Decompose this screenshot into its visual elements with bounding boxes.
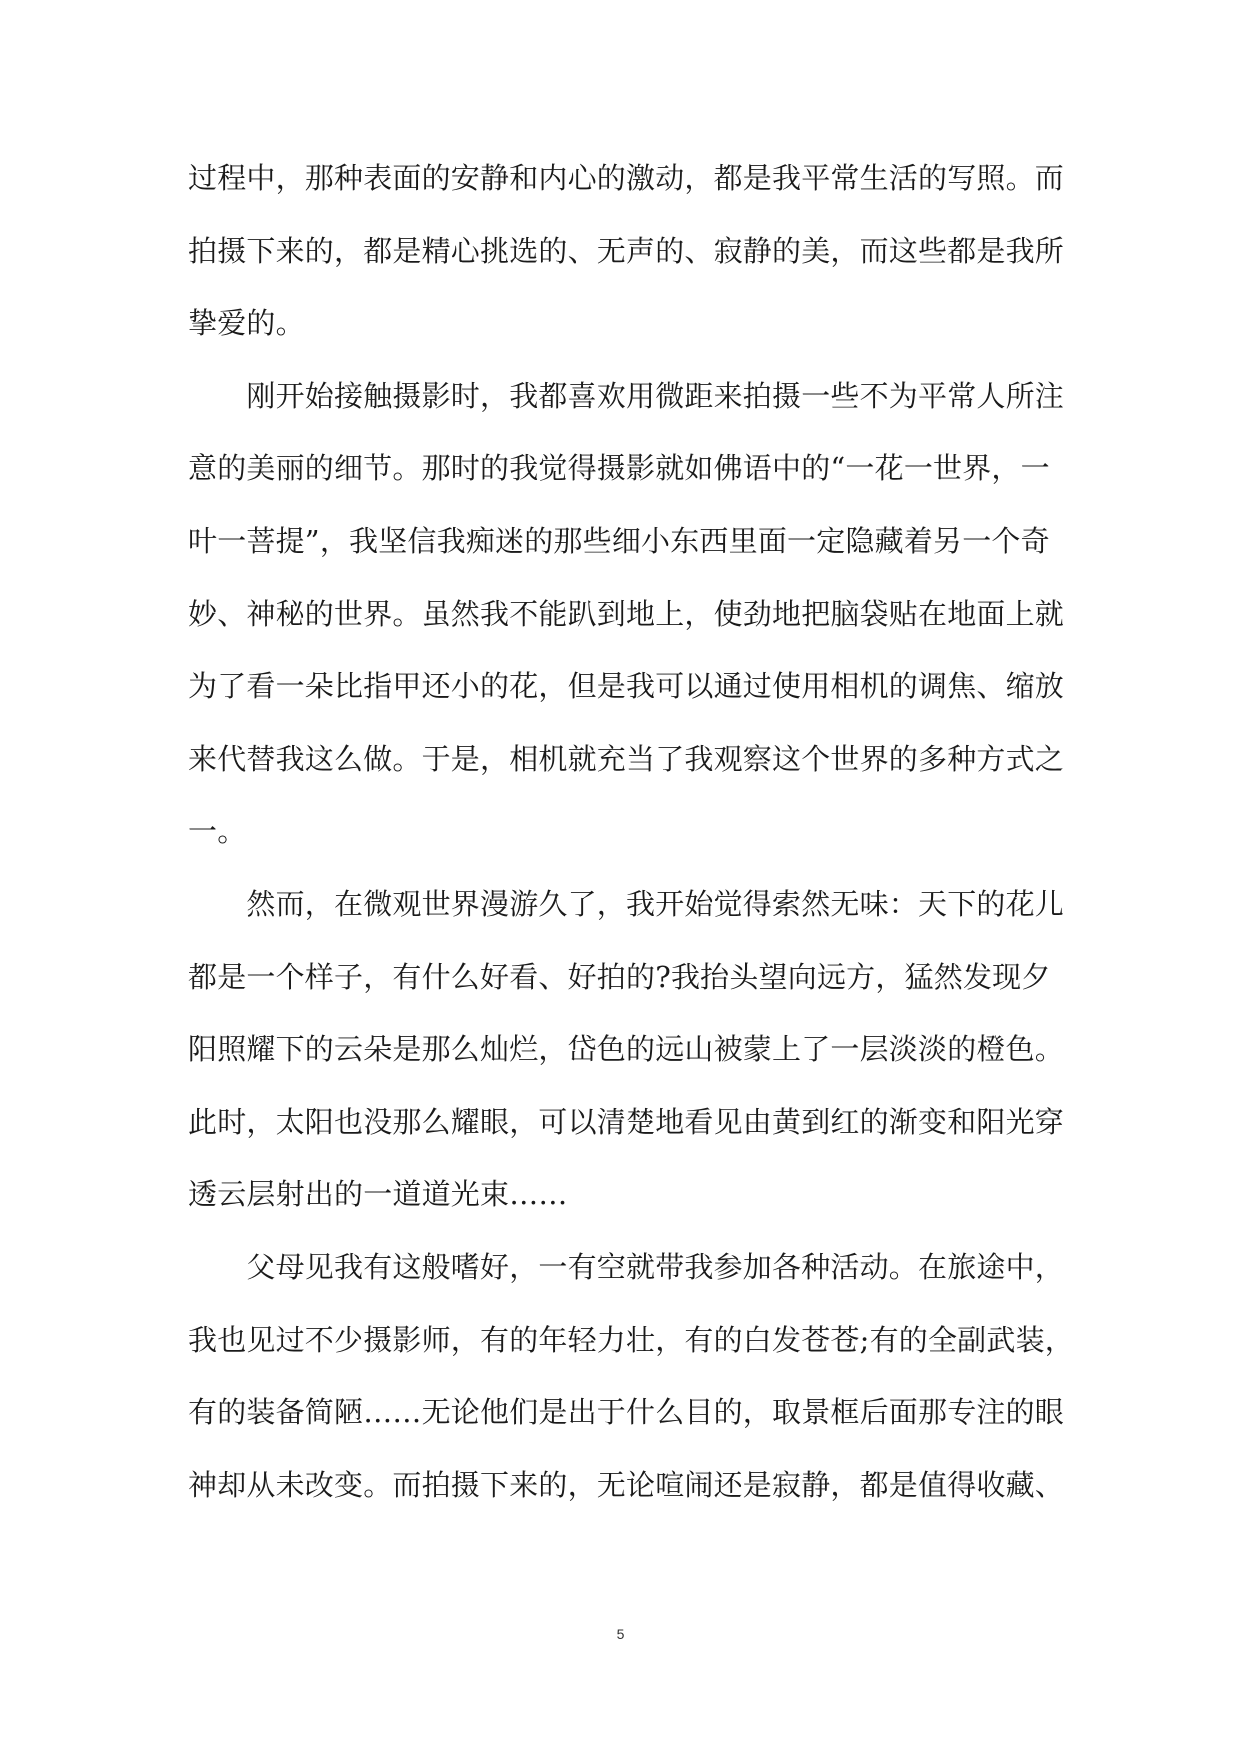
text-line: 叶一菩提”，我坚信我痴迷的那些细小东西里面一定隐藏着另一个奇 bbox=[188, 523, 1050, 558]
text-line: 此时，太阳也没那么耀眼，可以清楚地看见由黄到红的渐变和阳光穿 bbox=[188, 1104, 1065, 1139]
text-line: 过程中，那种表面的安静和内心的激动，都是我平常生活的写照。而 bbox=[188, 161, 1065, 195]
text-line: 一。 bbox=[188, 814, 247, 849]
text-line: 我也见过不少摄影师，有的年轻力壮，有的白发苍苍;有的全副武装， bbox=[188, 1322, 1074, 1357]
text-line: 来代替我这么做。于是，相机就充当了我观察这个世界的多种方式之 bbox=[188, 741, 1065, 776]
text-line: 有的装备简陋……无论他们是出于什么目的，取景框后面那专注的眼 bbox=[188, 1395, 1065, 1430]
text-line: 阳照耀下的云朵是那么灿烂，岱色的远山被蒙上了一层淡淡的橙色。 bbox=[188, 1032, 1065, 1067]
body-text bbox=[188, 142, 1074, 1521]
text-line: 刚开始接触摄影时，我都喜欢用微距来拍摄一些不为平常人所注 bbox=[188, 378, 1065, 413]
text-line: 为了看一朵比指甲还小的花，但是我可以通过使用相机的调焦、缩放 bbox=[188, 669, 1065, 704]
text-line: 都是一个样子，有什么好看、好拍的?我抬头望向远方，猛然发现夕 bbox=[188, 959, 1051, 994]
text-line: 妙、神秘的世界。虽然我不能趴到地上，使劲地把脑袋贴在地面上就 bbox=[188, 596, 1065, 631]
page-number: 5 bbox=[616, 1626, 625, 1642]
text-line: 神却从未改变。而拍摄下来的，无论喧闹还是寂静，都是值得收藏、 bbox=[188, 1467, 1065, 1502]
text-line: 然而，在微观世界漫游久了，我开始觉得索然无味：天下的花儿 bbox=[188, 886, 1065, 921]
text-line: 意的美丽的细节。那时的我觉得摄影就如佛语中的“一花一世界，一 bbox=[188, 451, 1050, 486]
text-line: 拍摄下来的，都是精心挑选的、无声的、寂静的美，而这些都是我所 bbox=[188, 233, 1065, 268]
text-line: 挚爱的。 bbox=[188, 306, 305, 341]
text-line: 父母见我有这般嗜好，一有空就带我参加各种活动。在旅途中， bbox=[188, 1249, 1065, 1284]
text-line: 透云层射出的一道道光束…… bbox=[188, 1177, 568, 1212]
